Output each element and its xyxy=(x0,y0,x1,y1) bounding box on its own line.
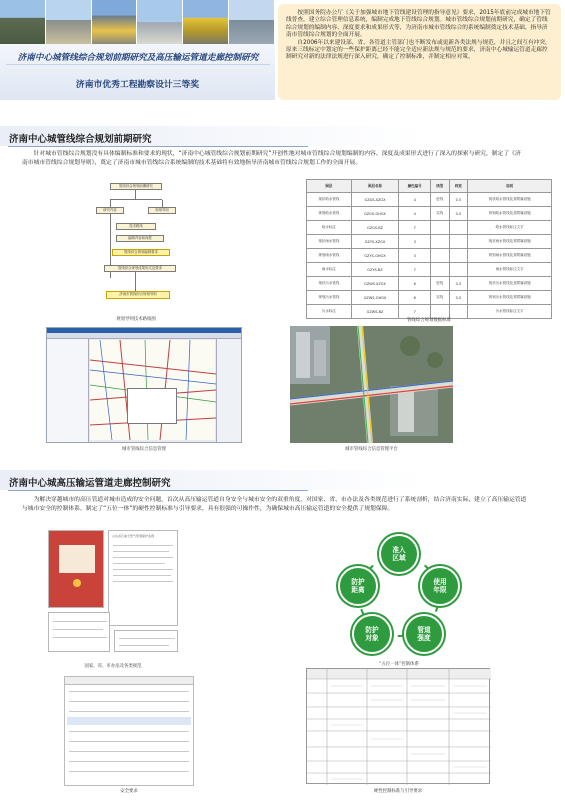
table-cell: 7 xyxy=(399,263,431,277)
section1-title: 济南中心城管线综合规划前期研究 xyxy=(9,134,152,145)
table-cell: 给水管线标注文字 xyxy=(468,221,552,235)
table-cell: 给水标注 xyxy=(307,221,352,235)
table-cell: 雨水标注 xyxy=(307,263,352,277)
intro-paragraph-2: 自2006年以来建设部、省、各管道主管部门也不断发布或更新各类法规与规范，并且之间互有冲突，原来三线标定中划定的一些保护距离已经不能完全适应新法规与规范的要求，济南中心城输运管道走廊控制研究对新的法律法规进行深入研究，确定了控制标准，并制定相应对策。 xyxy=(286,39,551,61)
doc-text-line xyxy=(113,557,173,558)
table-cell: 6 xyxy=(399,291,431,305)
cycle-caption: “五位一体”控制体系 xyxy=(379,662,419,667)
doc-text-line xyxy=(53,637,107,638)
table-cell: GZWS-BZ xyxy=(351,305,399,319)
list-header xyxy=(65,677,193,685)
table-header: 线宽 xyxy=(449,180,468,193)
table-cell: 4 xyxy=(399,193,431,207)
table-cell: 规划污水管线及其附属设施 xyxy=(468,291,552,305)
table-cell: 现状给水管线 xyxy=(307,193,352,207)
flow-connector xyxy=(135,190,136,199)
doc-text-line xyxy=(53,629,103,630)
table-header: 说明 xyxy=(468,180,552,193)
section2-body xyxy=(22,496,530,513)
pipeline-photo-strip xyxy=(0,0,275,44)
layer-panel xyxy=(47,339,89,442)
photo-pipeline-2 xyxy=(46,0,92,44)
title-divider xyxy=(6,64,270,65)
table-cell: 现状污水管线及其附属设施 xyxy=(468,277,552,291)
intro-paragraph-1: 按照国务院办公厅《关于加强城市地下管线建设管理的指导意见》要求，2015年底前完成城市地下管线普查，建立综合管理信息系统，编制完成地下管线综合规划。城市管线综合规划前期研究，确定了管线综合规划的编制内容、深度要求和成果形式等，为济南市城市管线综合的系统编制奠定技术基础，指导济南市管线综合规划的全面开展。 xyxy=(286,10,551,39)
photo-pipeline-6 xyxy=(229,0,275,44)
list-item-highlighted xyxy=(67,717,191,725)
table-cell: 规划给水管线 xyxy=(307,207,352,221)
flow-step-2: 编制内容和深度 xyxy=(116,235,164,242)
regulation-document xyxy=(108,530,178,626)
cycle-node-protection-distance: 防护 距离 xyxy=(338,566,378,606)
matrix-grid xyxy=(307,669,491,785)
photo-pipeline-4 xyxy=(137,0,183,44)
book-label xyxy=(59,545,95,573)
flow-step-3: 管线综合规划编制要求 xyxy=(112,249,170,256)
matrix-caption: 硬性控制标准与引导要求 xyxy=(373,789,423,794)
flow-step-1: 技术路线 xyxy=(116,223,156,230)
cycle-node-service-life: 使用 年限 xyxy=(420,566,460,606)
table-header: 线型 xyxy=(431,180,450,193)
table-row xyxy=(307,207,552,221)
docs-caption: 国家、省、市办法及各类规范 xyxy=(84,664,142,669)
flow-top-node: 管线综合规划前期研究 xyxy=(110,183,162,190)
flow-connector xyxy=(110,199,162,200)
list-item xyxy=(69,751,189,752)
table-cell: GZGS-XZGX xyxy=(351,193,399,207)
control-standards-matrix xyxy=(306,668,490,784)
table-cell: 规划雨水管线 xyxy=(307,249,352,263)
table-cell: 7 xyxy=(399,305,431,319)
table-cell: 雨水管线标注文字 xyxy=(468,263,552,277)
page-title: 济南中心城管线综合规划前期研究及高压输运管道走廊控制研究 xyxy=(17,53,259,63)
table-row xyxy=(307,291,552,305)
table-row xyxy=(307,263,552,277)
table-cell: 0.5 xyxy=(449,291,468,305)
table-cell: GZYS-XZGX xyxy=(351,235,399,249)
table-row xyxy=(307,235,552,249)
table-header: 图层 xyxy=(307,180,352,193)
list-item xyxy=(69,731,189,732)
table-row xyxy=(307,193,552,207)
regulation-docs-collage xyxy=(48,530,178,652)
table-cell: 0.5 xyxy=(449,277,468,291)
table-cell: 4 xyxy=(399,207,431,221)
safety-requirements-list xyxy=(64,676,194,786)
table-caption: 管线综合规划数据标准 xyxy=(407,318,451,323)
regulation-document-2 xyxy=(48,612,110,652)
table-cell: 现状雨水管线及其附属设施 xyxy=(468,235,552,249)
table-cell: 污水管线标注文字 xyxy=(468,305,552,319)
table-cell: 现状雨水管线 xyxy=(307,235,352,249)
doc-text-line xyxy=(113,575,171,576)
flow-left-node: 研究内容 xyxy=(96,207,124,214)
table-cell: GZGS-GHGX xyxy=(351,207,399,221)
doc-text-line xyxy=(119,645,169,646)
table-cell: 0.5 xyxy=(449,207,468,221)
photo-pipeline-1 xyxy=(0,0,46,44)
cycle-node-pipe-strength: 管道 强度 xyxy=(404,614,444,654)
cycle-node-protected-object: 防护 对象 xyxy=(352,614,392,654)
flow-step-4: 管线综合规划成果形式及要求 xyxy=(104,265,176,272)
list-item xyxy=(69,761,189,762)
section2-title: 济南中心城高压输运管道走廊控制研究 xyxy=(9,478,171,489)
intro-box xyxy=(278,4,561,100)
table-cell xyxy=(431,235,450,249)
doc-text-line xyxy=(113,551,169,552)
table-header: 图层名称 xyxy=(351,180,399,193)
cycle-node-access-zone: 准入 区域 xyxy=(379,534,419,574)
table-cell xyxy=(449,249,468,263)
table-cell: 污水标注 xyxy=(307,305,352,319)
flowchart-caption: 规划导则技术路线图 xyxy=(116,317,156,322)
regulation-document-3 xyxy=(114,630,178,652)
regulation-book-cover xyxy=(48,530,104,608)
table-cell: 3 xyxy=(399,235,431,249)
table-cell: GZGS-BZ xyxy=(351,221,399,235)
table-cell xyxy=(449,221,468,235)
table-cell: 规划雨水管线及其附属设施 xyxy=(468,249,552,263)
properties-panel xyxy=(216,339,241,442)
table-header-row xyxy=(307,180,552,193)
flow-connector xyxy=(135,272,136,291)
list-item xyxy=(69,701,189,702)
table-cell xyxy=(431,249,450,263)
five-in-one-cycle xyxy=(336,534,462,658)
table-cell: 7 xyxy=(399,221,431,235)
gis-software-screenshot xyxy=(46,327,242,443)
screenshot-caption: 城市管线综合信息管理 xyxy=(122,447,166,452)
list-item xyxy=(69,691,189,692)
section1-body xyxy=(22,150,522,167)
table-cell: GZYS-GHGX xyxy=(351,249,399,263)
table-row xyxy=(307,221,552,235)
flow-right-node: 规划导则 xyxy=(148,207,176,214)
doc-text-line xyxy=(113,581,173,582)
doc-text-line xyxy=(53,621,107,622)
flow-connector xyxy=(162,200,163,207)
list-item xyxy=(69,711,189,712)
section1-divider xyxy=(8,146,308,147)
table-cell xyxy=(449,263,468,277)
table-cell: 规划给水管线及其附属设施 xyxy=(468,207,552,221)
emblem-icon xyxy=(73,579,81,587)
table-cell xyxy=(449,235,468,249)
aerial-city-image xyxy=(290,326,453,443)
table-cell: 现状污水管线 xyxy=(307,277,352,291)
table-cell: 现状给水管线及其附属设施 xyxy=(468,193,552,207)
doc-text-line xyxy=(113,563,165,564)
section1-body-text: 针对城市管线综合规划没有具体编制标准和要求的现状，“济南中心城管线综合规划前期研究”开创性地对城市管线综合规划编制的内容、深度及成果形式进行了深入的探索与研究，制定了《济南市城市管线综合规划导则》，奠定了济南市城市管线综合系统编制的技术基础将有效地指导济南城市管线综合规划工作的全面开展。 xyxy=(22,151,521,166)
table-cell: 0.5 xyxy=(449,193,468,207)
table-row xyxy=(307,277,552,291)
flow-bottom-node: 济南市管线综合规划导则 xyxy=(106,291,170,299)
table-cell xyxy=(431,221,450,235)
table-cell: GZYS-BZ xyxy=(351,263,399,277)
photo-pipeline-3 xyxy=(92,0,138,44)
doc-text-line xyxy=(113,569,173,570)
table-cell: 虚线 xyxy=(431,277,450,291)
table-cell: 6 xyxy=(399,277,431,291)
table-cell xyxy=(431,263,450,277)
regulation-document-heading: 山东省石油天然气管道保护条例 xyxy=(112,534,155,538)
table-cell: 实线 xyxy=(431,207,450,221)
aerial-caption: 城市管线综合信息管理平台 xyxy=(345,447,398,452)
list-caption: 安全要求 xyxy=(120,789,138,794)
section2-body-text: 为解决穿越城市的高压管道对城市造成的安全问题，首次从高压输运管道自身安全与城市安全的双重角度，对国家、省、市办法及各类规范进行了系统剖析，结合济南实际，建立了高压输运管道与城市安全的控制体系，制定了“五位一体”的硬性控制标准与引导要求，具有很强的可操作性，为确保城市高压输运管道的安全提供了规划保障。 xyxy=(22,497,527,512)
guideline-flowchart xyxy=(92,183,180,315)
table-cell: GZWS-GHGX xyxy=(351,291,399,305)
doc-text-line xyxy=(113,545,173,546)
table-cell: 3 xyxy=(399,249,431,263)
table-row xyxy=(307,249,552,263)
award-subtitle: 济南市优秀工程勘察设计三等奖 xyxy=(75,80,200,90)
table-cell: GZWS-XZGX xyxy=(351,277,399,291)
pipeline-data-table xyxy=(306,179,552,319)
flow-connector xyxy=(110,200,111,207)
list-item xyxy=(69,771,189,772)
table-cell: 实线 xyxy=(431,291,450,305)
table-cell: 虚线 xyxy=(431,193,450,207)
table-header: 颜色编号 xyxy=(399,180,431,193)
section2-divider xyxy=(8,490,308,491)
doc-text-line xyxy=(119,638,175,639)
aerial-rendering xyxy=(290,326,453,443)
table-cell: 规划污水管线 xyxy=(307,291,352,305)
popup-dialog xyxy=(127,388,177,424)
list-item xyxy=(69,741,189,742)
photo-pipeline-5 xyxy=(183,0,229,44)
